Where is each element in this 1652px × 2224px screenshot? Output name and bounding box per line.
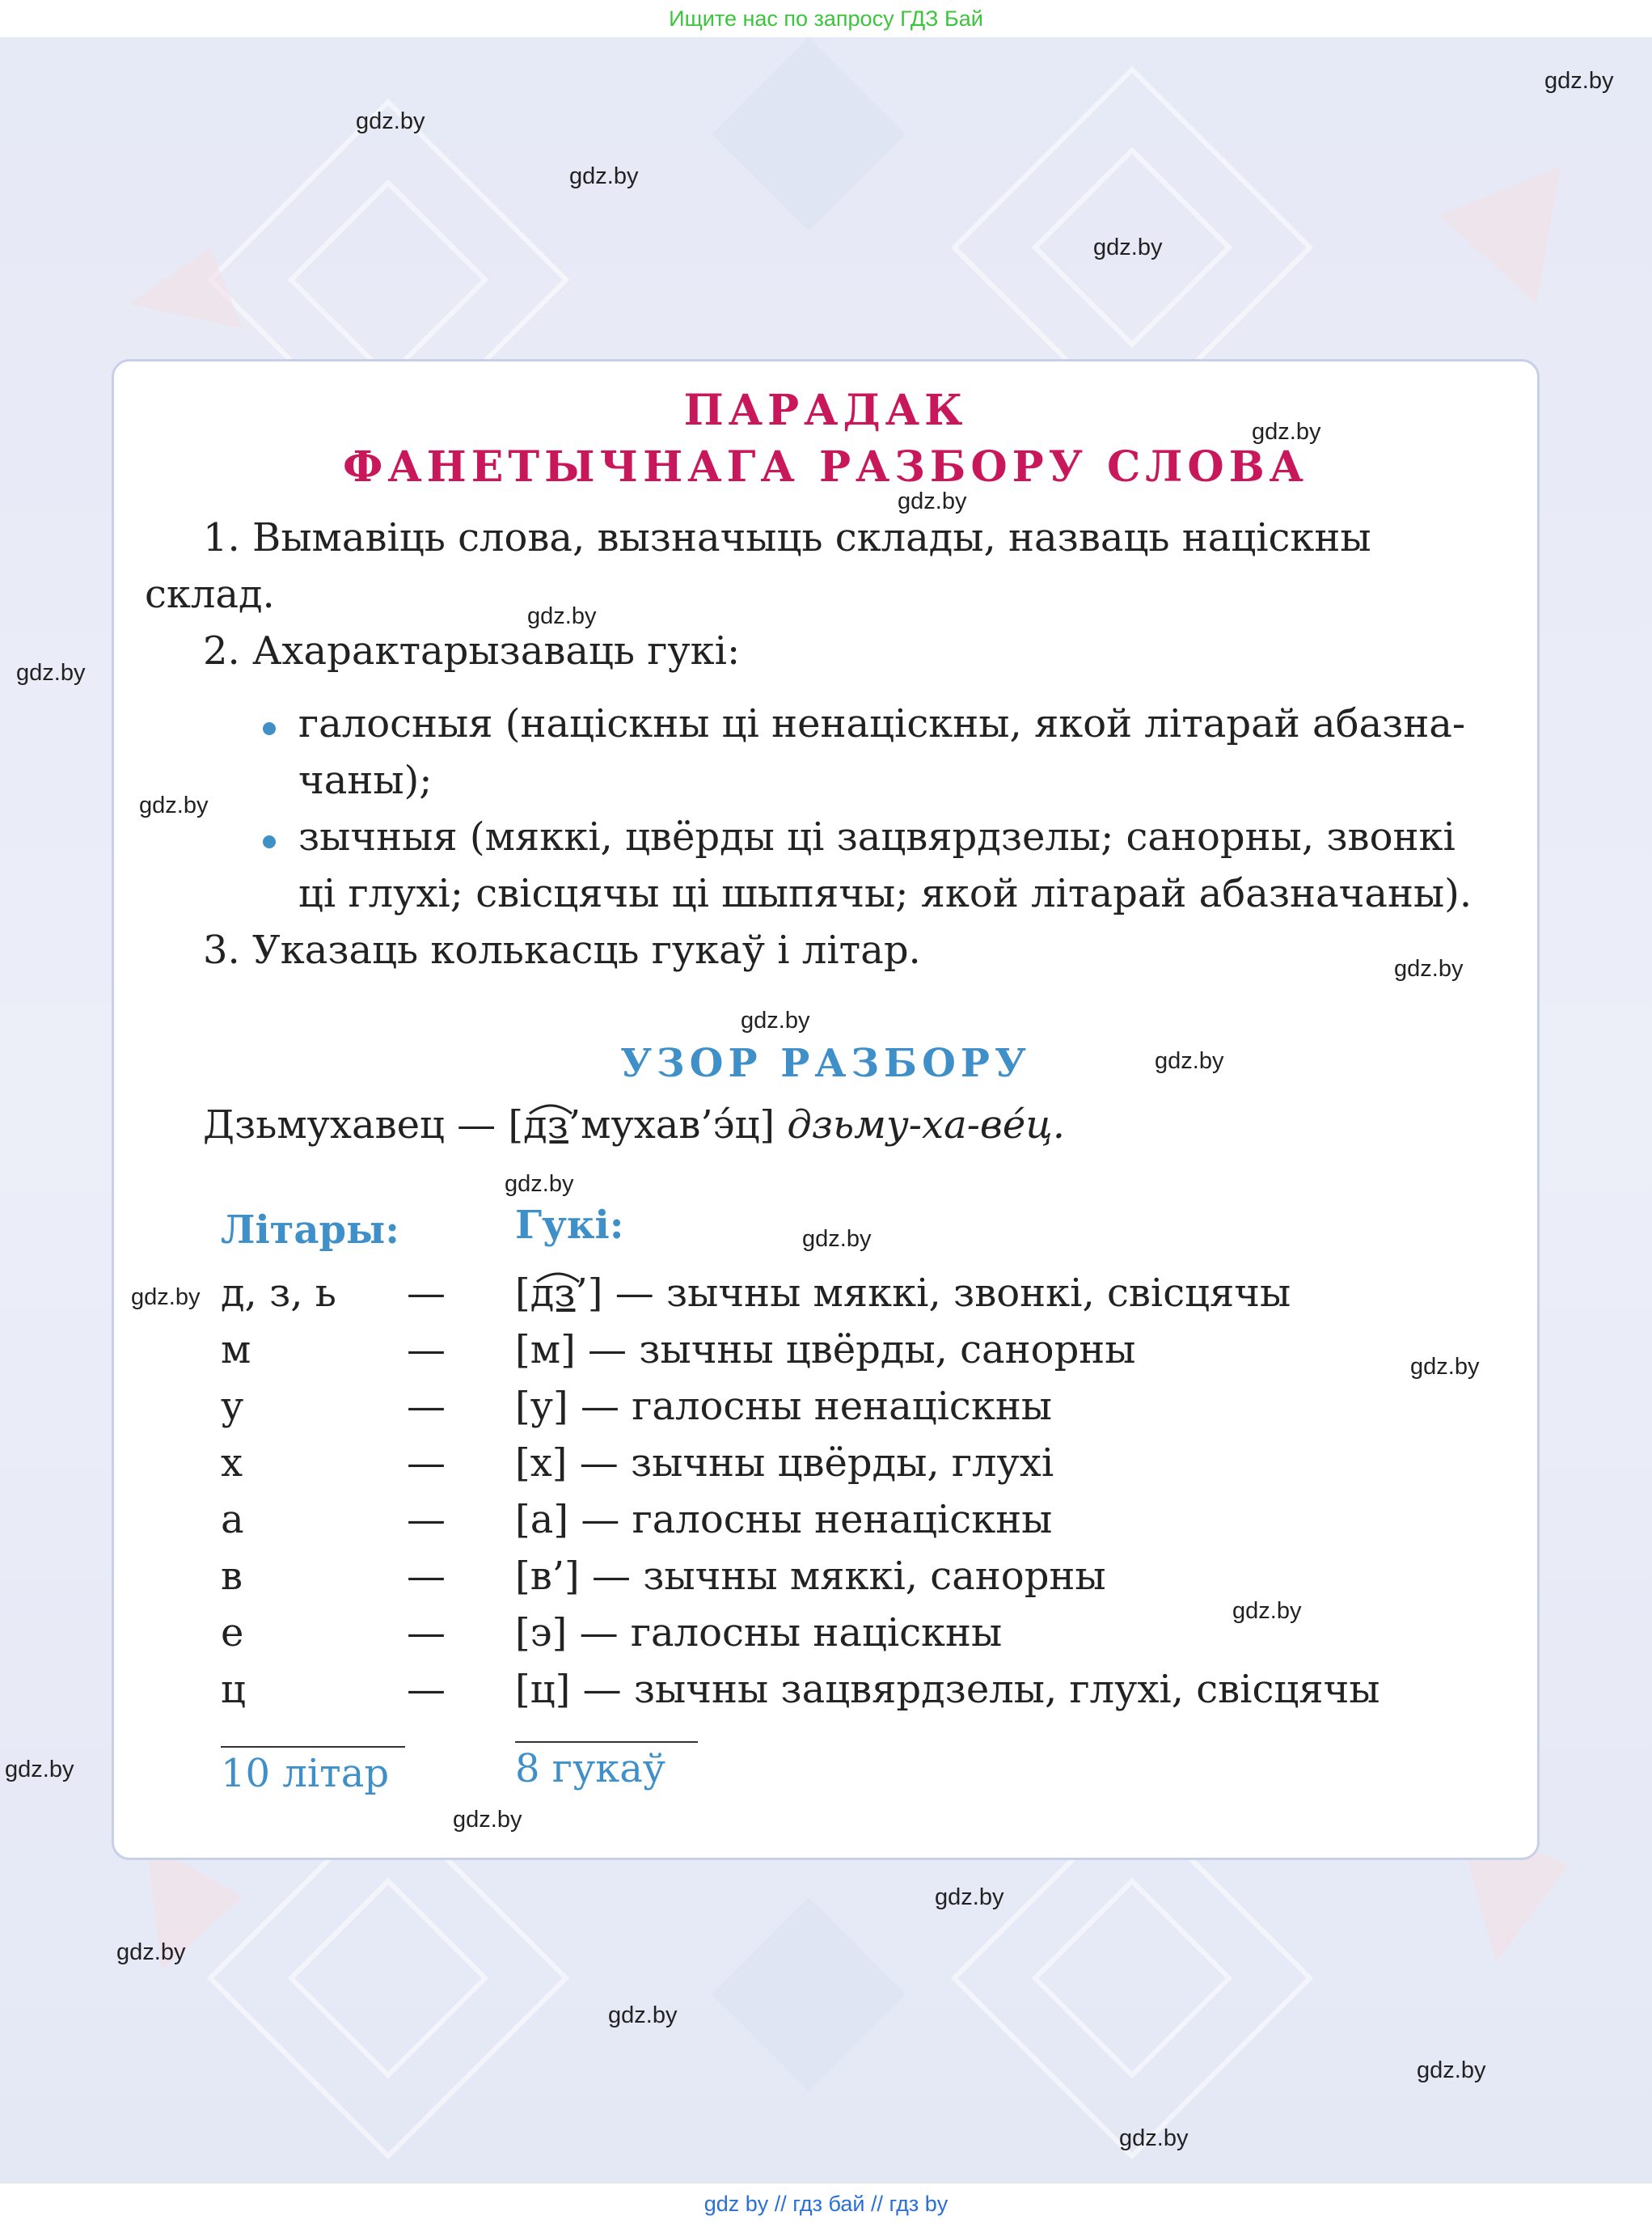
table-row-letters: а: [221, 1497, 244, 1542]
table-row-sound: [а] — галосны ненаціскны: [515, 1497, 1053, 1542]
bullet-1-line-2: чаны);: [298, 758, 433, 803]
watermark-link[interactable]: gdz.by: [1093, 235, 1163, 260]
table-row-dash: —: [407, 1497, 446, 1542]
bullet-2-line-2: ці глухі; свісцячы ці шыпячы; якой літарай абазначаны).: [298, 871, 1472, 916]
step-2: 2. Ахарактарызаваць гукі:: [203, 628, 741, 674]
table-row-letters: м: [221, 1327, 251, 1372]
table-row-dash: —: [407, 1667, 446, 1712]
table-row-dash: —: [407, 1271, 446, 1316]
watermark-link[interactable]: gdz.by: [5, 1757, 74, 1782]
table-row-sound: [в’] — зычны мяккі, санорны: [515, 1554, 1106, 1599]
step-1-line-2: склад.: [145, 572, 275, 617]
example-syllables: дзьму-ха-ве́ц.: [787, 1102, 1066, 1148]
page-subtitle: ФАНЕТЫЧНАГА РАЗБОРУ СЛОВА: [342, 442, 1308, 492]
page-title: ПАРАДАК: [683, 386, 968, 435]
watermark-link[interactable]: gdz.by: [898, 488, 967, 514]
watermark-link[interactable]: gdz.by: [131, 1284, 201, 1310]
table-row-letters: е: [221, 1610, 244, 1655]
sounds-total-divider: [515, 1741, 698, 1743]
watermark-link[interactable]: gdz.by: [1544, 68, 1614, 94]
table-row-dash: —: [407, 1384, 446, 1429]
watermark-link[interactable]: gdz.by: [935, 1884, 1004, 1910]
watermark-link[interactable]: gdz.by: [741, 1008, 810, 1034]
watermark-link[interactable]: gdz.by: [116, 1939, 186, 1965]
letters-header: Літары:: [221, 1207, 399, 1253]
watermark-link[interactable]: gdz.by: [1119, 2125, 1189, 2151]
tie-arc-icon: [534, 1266, 582, 1283]
watermark-link[interactable]: gdz.by: [1155, 1048, 1224, 1074]
table-row-dash: —: [407, 1554, 446, 1599]
tie-arc-icon: [526, 1097, 575, 1115]
table-row-letters: ц: [221, 1667, 246, 1712]
watermark-link[interactable]: gdz.by: [1232, 1598, 1302, 1624]
sounds-header: Гукі:: [515, 1203, 624, 1248]
table-row-sound: [ дз’] — зычны мяккі, звонкі, свісцячы: [515, 1271, 1291, 1316]
example-transcription: ’мухав’э́ц]: [568, 1102, 775, 1148]
letters-total: 10 літар: [221, 1751, 390, 1796]
bullet-icon: [263, 722, 276, 735]
step-1-line-1: 1. Вымавіць слова, вызначыць склады, назваць націскны: [203, 515, 1371, 560]
example-title: УЗОР РАЗБОРУ: [620, 1041, 1031, 1086]
table-row-sound: [ц] — зычны зацвярдзелы, глухі, свісцячы: [515, 1667, 1380, 1712]
bullet-icon: [263, 835, 276, 848]
content-card: [112, 359, 1540, 1860]
sounds-total: 8 гукаў: [515, 1746, 666, 1791]
table-row-sound: [х] — зычны цвёрды, глухі: [515, 1440, 1054, 1486]
affricate-dz: дз: [523, 1102, 568, 1148]
watermark-link[interactable]: gdz.by: [453, 1807, 522, 1833]
watermark-link[interactable]: gdz.by: [139, 793, 209, 818]
watermark-link[interactable]: gdz.by: [569, 163, 639, 189]
watermark-link[interactable]: gdz.by: [505, 1171, 574, 1197]
watermark-link[interactable]: gdz.by: [608, 2002, 678, 2028]
watermark-link[interactable]: gdz.by: [356, 108, 425, 134]
table-row-dash: —: [407, 1327, 446, 1372]
table-row-dash: —: [407, 1440, 446, 1486]
table-row-sound: [м] — зычны цвёрды, санорны: [515, 1327, 1136, 1372]
affricate-dz: дз: [530, 1271, 576, 1316]
table-row-letters: в: [221, 1554, 243, 1599]
example-line: [203, 1102, 1065, 1148]
watermark-link[interactable]: gdz.by: [1410, 1354, 1480, 1380]
step-3: 3. Указаць колькасць гукаў і літар.: [203, 928, 921, 973]
watermark-link[interactable]: gdz.by: [1252, 419, 1321, 445]
bullet-2-line-1: зычныя (мяккі, цвёрды ці зацвярдзелы; санорны, звонкі: [298, 814, 1456, 860]
watermark-link[interactable]: gdz.by: [1417, 2057, 1486, 2083]
watermark-link[interactable]: gdz.by: [16, 660, 86, 686]
table-row-sound: [э] — галосны націскны: [515, 1610, 1003, 1655]
top-banner[interactable]: Ищите нас по запросу ГДЗ Бай: [0, 0, 1652, 37]
table-row-sound: [у] — галосны ненаціскны: [515, 1384, 1053, 1429]
letters-total-divider: [221, 1746, 405, 1748]
table-row-letters: д, з, ь: [221, 1271, 336, 1316]
watermark-link[interactable]: gdz.by: [802, 1226, 872, 1252]
watermark-link[interactable]: gdz.by: [1394, 956, 1464, 982]
bullet-1-line-1: галосныя (націскны ці ненаціскны, якой літарай абазна-: [298, 701, 1466, 746]
table-row-letters: у: [221, 1384, 244, 1429]
table-row-letters: х: [221, 1440, 243, 1486]
table-row-dash: —: [407, 1610, 446, 1655]
example-word: Дзьмухавец — [: [203, 1102, 524, 1148]
watermark-link[interactable]: gdz.by: [527, 603, 597, 629]
bottom-banner[interactable]: gdz by // гдз бай // гдз by: [0, 2184, 1652, 2224]
